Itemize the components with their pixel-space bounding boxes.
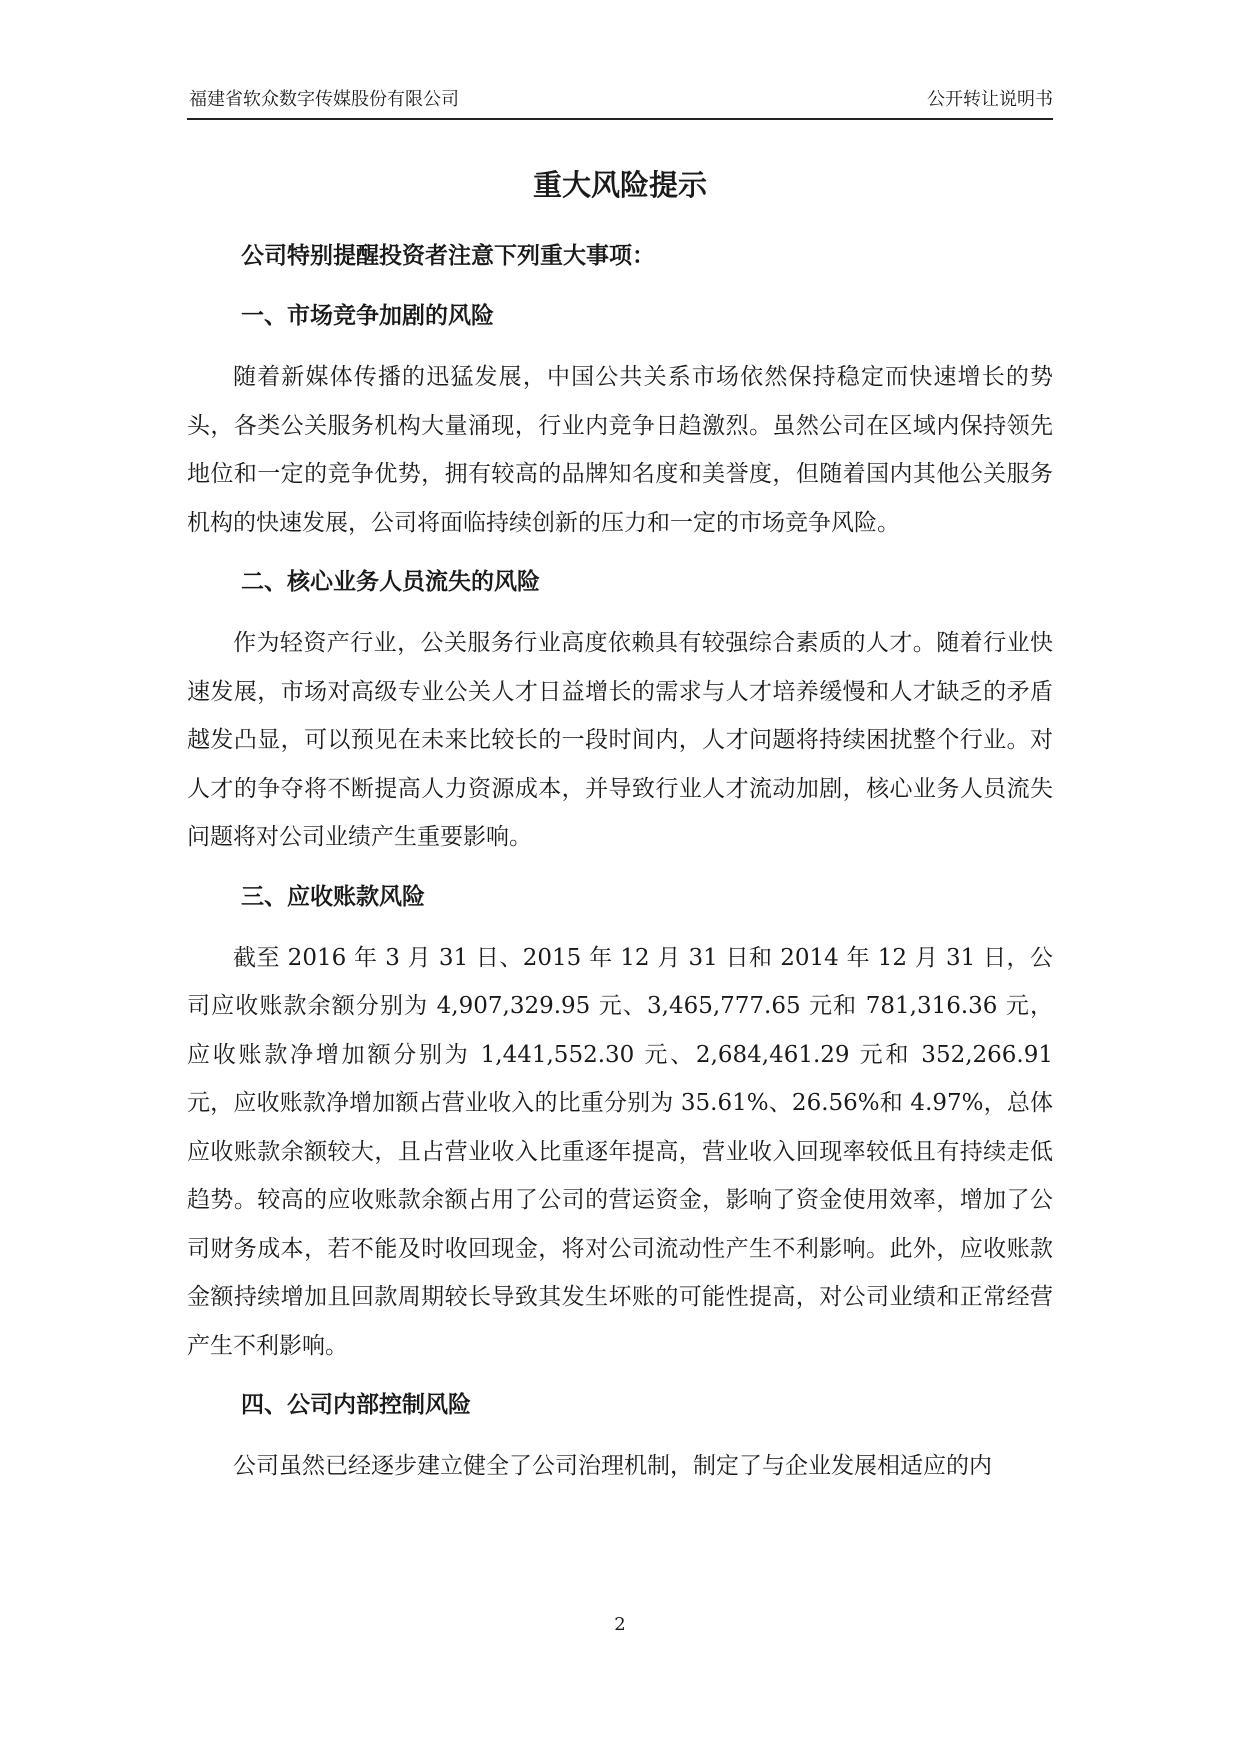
section-heading-internal-control: 四、公司内部控制风险 (241, 1391, 471, 1418)
page-header (187, 84, 1053, 120)
page-number: 2 (614, 1614, 626, 1635)
section-heading-market-competition: 一、市场竞争加剧的风险 (241, 302, 494, 329)
page-title: 重大风险提示 (532, 168, 707, 202)
section-text-staff-loss: 作为轻资产行业，公关服务行业高度依赖具有较强综合素质的人才。随着行业快速发展，市场对高级专业公关人才日益增长的需求与人才培养缓慢和人才缺乏的矛盾越发凸显，可以预见在未来比较长的一段时间内，人才问题将持续困扰整个行业。对人才的争夺将不断提高人力资源成本，并导致行业人才流动加剧，核心业务人员流失问题将对公司业绩产生重要影响。 (187, 630, 1053, 850)
section-heading-receivables: 三、应收账款风险 (241, 882, 425, 910)
document-body (187, 155, 1053, 1491)
section-text-market-competition: 随着新媒体传播的迅猛发展，中国公共关系市场依然保持稳定而快速增长的势头，各类公关服务机构大量涌现，行业内竞争日趋激烈。虽然公司在区域内保持领先地位和一定的竞争优势，拥有较高的品牌知名度和美誉度，但随着国内其他公关服务机构的快速发展，公司将面临持续创新的压力和一定的市场竞争风险。 (187, 364, 1053, 536)
header-company-name: 福建省软众数字传媒股份有限公司 (189, 89, 459, 110)
section-text-internal-control: 公司虽然已经逐步建立健全了公司治理机制，制定了与企业发展相适应的内 (233, 1453, 992, 1479)
header-document-type: 公开转让说明书 (927, 89, 1053, 110)
section-text-receivables: 截至 2016 年 3 月 31 日、2015 年 12 月 31 日和 2014 年 12 月 31 日，公司应收账款余额分别为 4,907,329.95 元、3,465,777.65 元和 781,316.36 元，应收账款净增加额分别为 1,441,552.30 元、2,684,461.29 元和 352,266.91 元，应收账款净增加额占营业收入的比重分别为 35.61%、26.56%和 4.97%，总体应收账款余额较大，且占营业收入比重逐年提高，营业收入回现率较低且有持续走低趋势。较高的应收账款余额占用了公司的营运资金，影响了资金使用效率，增加了公司财务成本，若不能及时收回现金，将对公司流动性产生不利影响。此外，应收账款金额持续增加且回款周期较长导致其发生坏账的可能性提高，对公司业绩和正常经营产生不利影响。 (187, 944, 1053, 1359)
section-heading-staff-loss: 二、核心业务人员流失的风险 (241, 568, 540, 595)
intro-notice: 公司特别提醒投资者注意下列重大事项： (241, 242, 655, 269)
